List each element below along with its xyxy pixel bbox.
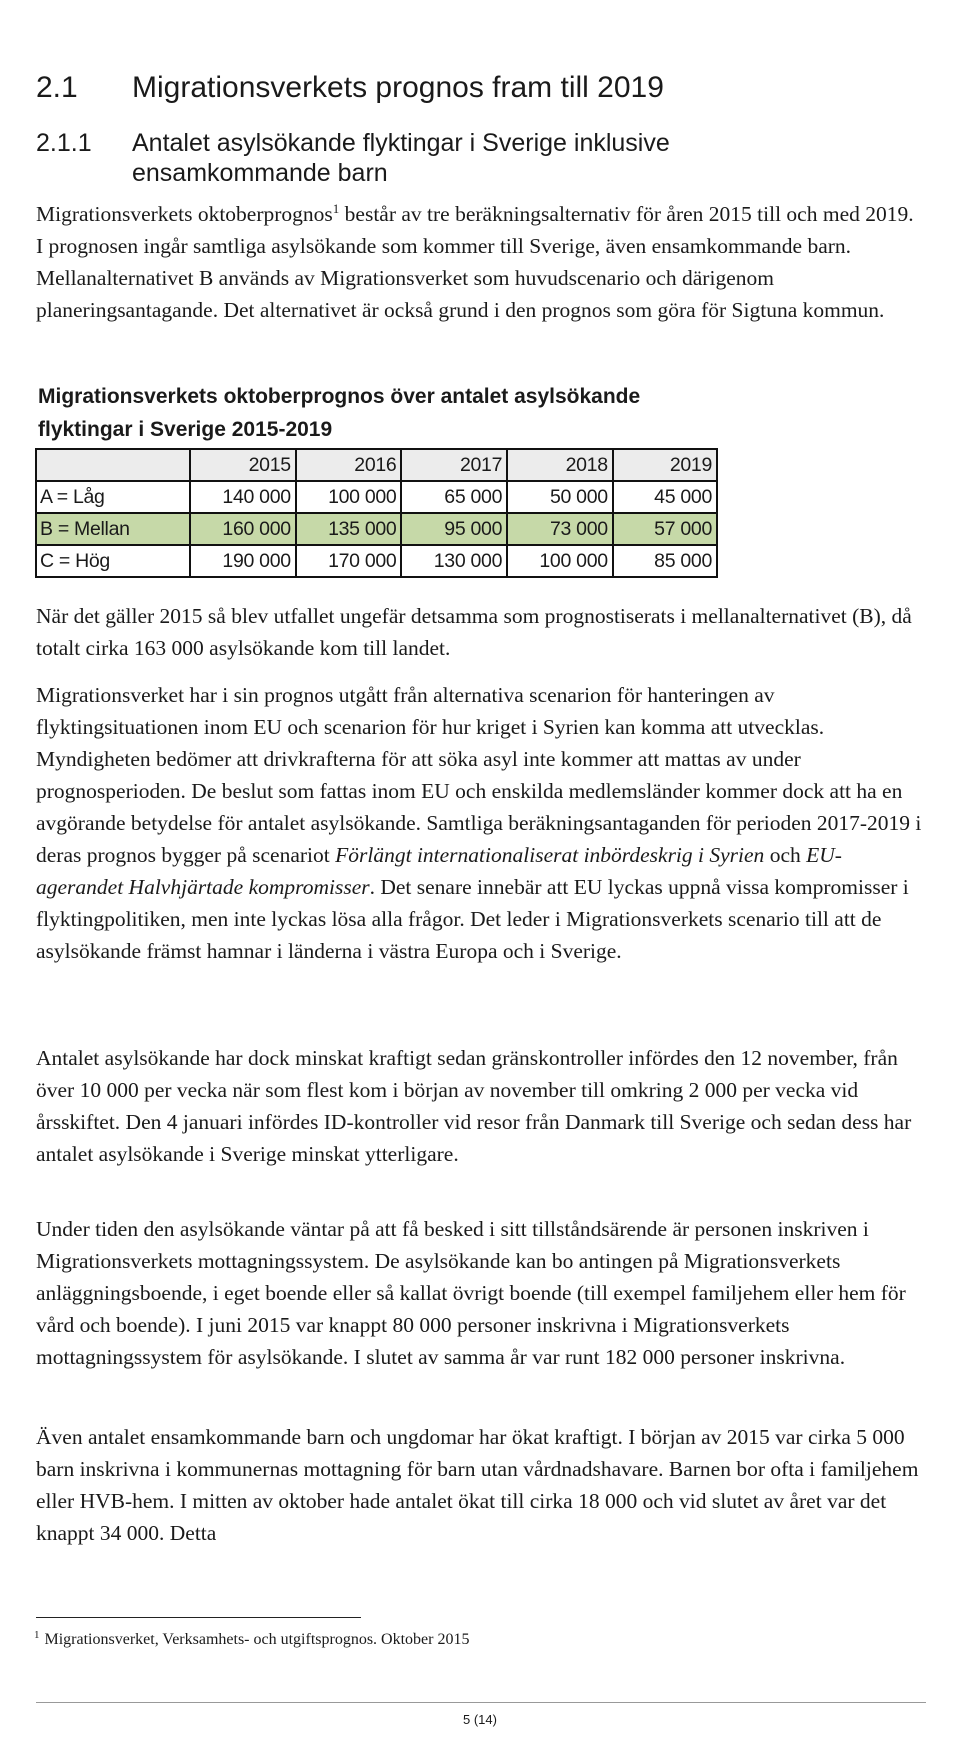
forecast-table [35,448,718,578]
table-cell: 135 000 [296,513,402,545]
section-number: 2.1 [36,71,78,104]
table-cell: 45 000 [613,481,717,513]
subsection-title: Antalet asylsökande flyktingar i Sverige inklusive ensamkommande barn [132,129,670,187]
table-cell: 73 000 [507,513,613,545]
table-cell: 140 000 [190,481,296,513]
subsection-heading [36,128,756,188]
table-row-middle [36,513,717,545]
paragraph-intro-start: Migrationsverkets oktoberprognos [36,202,333,226]
section-title: Migrationsverkets prognos fram till 2019 [132,71,664,104]
table-cell: 190 000 [190,545,296,577]
table-cell: 100 000 [296,481,402,513]
table-cell: 130 000 [401,545,507,577]
table-cell: 50 000 [507,481,613,513]
footnote [34,1629,469,1651]
table-row-high [36,545,717,577]
row-label: C = Hög [36,545,190,577]
table-cell: 170 000 [296,545,402,577]
table-cell: 160 000 [190,513,296,545]
table-row-low [36,481,717,513]
footnote-divider [36,1617,361,1618]
page-number: 5 (14) [463,1712,497,1727]
paragraph-intro-rest: består av tre beräkningsalternativ för åren 2015 till och med 2019. I prognosen ingår samtliga asylsökande som kommer till Sverige, även ensamkommande barn. Mellanalternativet B används av Migrationsverket som huvudscenario och därigenom planeringsantagande. Det alternativet är också grund i den prognos som göra för Sigtuna kommun. [36,202,914,322]
table-caption: Migrationsverkets oktoberprognos över antalet asylsökande flyktingar i Sverige 2015-2019 [38,385,641,441]
paragraph-border-controls: Antalet asylsökande har dock minskat kraftigt sedan gränskontroller infördes den 12 november, från över 10 000 per vecka när som flest kom i början av november till omkring 2 000 per vecka vid årsskiftet. Den 4 januari infördes ID-kontroller vid resor från Danmark till Sverige och sedan dess har antalet asylsökande i Sverige minskat ytterligare. [36,1046,912,1166]
paragraph-outcome-2015: När det gäller 2015 så blev utfallet ungefär detsamma som prognostiserats i mellanalternativet (B), då totalt cirka 163 000 asylsökande kom till landet. [36,604,912,660]
paragraph-intro [36,198,926,326]
table-corner-cell [36,449,190,481]
paragraph-unaccompanied-minors: Även antalet ensamkommande barn och ungdomar har ökat kraftigt. I början av 2015 var cirka 5 000 barn inskrivna i kommunernas mottagning för barn utan vårdnadshavare. Barnen bor ofta i familjehem eller HVB-hem. I mitten av oktober hade antalet ökat till cirka 18 000 och vid slutet av året var det knappt 34 000. Detta [36,1425,919,1545]
footnote-text: Migrationsverket, Verksamhets- och utgiftsprognos. Oktober 2015 [44,1631,470,1648]
table-cell: 95 000 [401,513,507,545]
year-header: 2019 [613,449,717,481]
year-header: 2015 [190,449,296,481]
year-header: 2016 [296,449,402,481]
paragraph-scenarios-start: Migrationsverket har i sin prognos utgått från alternativa scenarion för hanteringen av flyktingsituationen inom EU och scenarion för hur kriget i Syrien kan komma att utvecklas. Myndigheten bedömer att drivkrafterna för att söka asyl inte kommer att mattas av under prognosperioden. De beslut som fattas inom EU och enskilda medlemsländer kommer dock att ha en avgörande betydelse för antalet asylsökande. Samtliga beräkningsantaganden för perioden 2017-2019 i deras prognos bygger på scenariot [36,683,922,867]
paragraph-scenarios [36,679,926,967]
table-cell: 100 000 [507,545,613,577]
scenario-name-syria: Förlängt internationaliserat inbördeskrig i Syrien [335,843,765,867]
footnote-marker: 1 [34,1628,40,1641]
table-cell: 57 000 [613,513,717,545]
paragraph-reception-system: Under tiden den asylsökande väntar på att få besked i sitt tillståndsärende är personen inskriven i Migrationsverkets mottagningssystem. De asylsökande kan bo antingen på Migrationsverkets anläggningsboende, i eget boende eller så kallat övrigt boende (till exempel familjehem eller hem för vård och boende). I juni 2015 var knappt 80 000 personer inskrivna i Migrationsverkets mottagningssystem för asylsökande. I slutet av samma år var runt 182 000 personer inskrivna. [36,1217,906,1369]
row-label: A = Låg [36,481,190,513]
footnote-reference[interactable]: 1 [332,200,340,216]
year-header: 2018 [507,449,613,481]
scenario-name-eu: EU-agerandet Halvhjärtade kompromisser [36,843,842,899]
row-label: B = Mellan [36,513,190,545]
table-cell: 65 000 [401,481,507,513]
year-header: 2017 [401,449,507,481]
paragraph-scenarios-and: och [764,843,807,867]
paragraph-scenarios-rest: . Det senare innebär att EU lyckas uppnå vissa kompromisser i flyktingpolitiken, men inte lyckas lösa alla frågor. Det leder i Migrationsverkets scenario till att de asylsökande främst hamnar i länderna i västra Europa och i Sverige. [36,875,909,963]
footer-divider [36,1702,926,1703]
subsection-number: 2.1.1 [36,129,92,157]
section-heading [36,70,664,106]
table-header-row [36,449,717,481]
table-cell: 85 000 [613,545,717,577]
